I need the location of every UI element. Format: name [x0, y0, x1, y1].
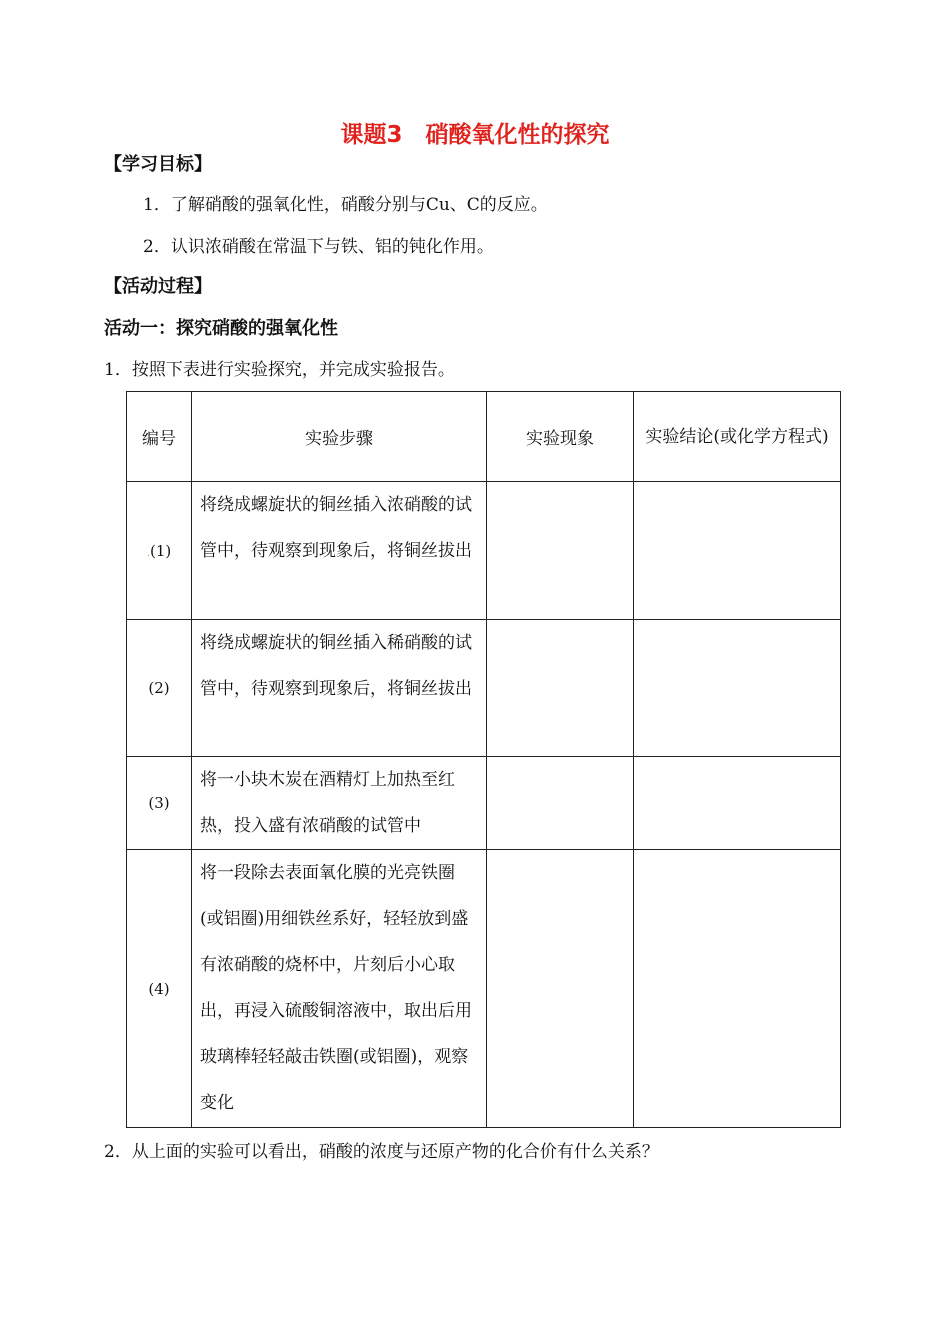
phenomenon-cell: [487, 757, 634, 850]
phenomenon-cell: [487, 850, 634, 1128]
instruction-text: 1．按照下表进行实验探究，并完成实验报告。: [104, 360, 455, 380]
table-row: [127, 620, 841, 757]
phenomenon-cell: [487, 482, 634, 620]
row-number: .(1): [127, 482, 192, 620]
question-text: 2．从上面的实验可以看出，硝酸的浓度与还原产物的化合价有什么关系？: [104, 1142, 659, 1162]
conclusion-cell: [634, 757, 841, 850]
row-step: 将一小块木炭在酒精灯上加热至红热，投入盛有浓硝酸的试管中: [192, 757, 487, 850]
experiment-table: [126, 391, 841, 1128]
conclusion-cell: [634, 482, 841, 620]
table-header-row: [127, 392, 841, 482]
process-heading: 【活动过程】: [104, 276, 212, 297]
phenomenon-cell: [487, 620, 634, 757]
row-number: (2): [127, 620, 192, 757]
header-number: 编号: [127, 392, 192, 482]
table-row: [127, 482, 841, 620]
objective-item: 1．了解硝酸的强氧化性，硝酸分别与Cu、C的反应。: [143, 195, 548, 215]
row-step: 将一段除去表面氧化膜的光亮铁圈(或铝圈)用细铁丝系好，轻轻放到盛有浓硝酸的烧杯中，片刻后小心取出，再浸入硫酸铜溶液中，取出后用玻璃棒轻轻敲击铁圈(或铝圈)，观察变化: [192, 850, 487, 1128]
objective-item: 2．认识浓硝酸在常温下与铁、铝的钝化作用。: [143, 237, 494, 257]
row-step: 将绕成螺旋状的铜丝插入浓硝酸的试管中，待观察到现象后，将铜丝拔出: [192, 482, 487, 620]
row-step: 将绕成螺旋状的铜丝插入稀硝酸的试管中，待观察到现象后，将铜丝拔出: [192, 620, 487, 757]
objectives-heading: 【学习目标】: [104, 154, 212, 175]
conclusion-cell: [634, 620, 841, 757]
row-number: (4): [127, 850, 192, 1128]
activity-title: 活动一：探究硝酸的强氧化性: [104, 318, 338, 339]
row-number: (3): [127, 757, 192, 850]
header-phenomenon: 实验现象: [487, 392, 634, 482]
table-row: [127, 850, 841, 1128]
table-row: [127, 757, 841, 850]
page-title: 课题3 硝酸氧化性的探究: [340, 122, 610, 148]
header-steps: 实验步骤: [192, 392, 487, 482]
header-conclusion: 实验结论(或化学方程式): [634, 392, 841, 482]
conclusion-cell: [634, 850, 841, 1128]
